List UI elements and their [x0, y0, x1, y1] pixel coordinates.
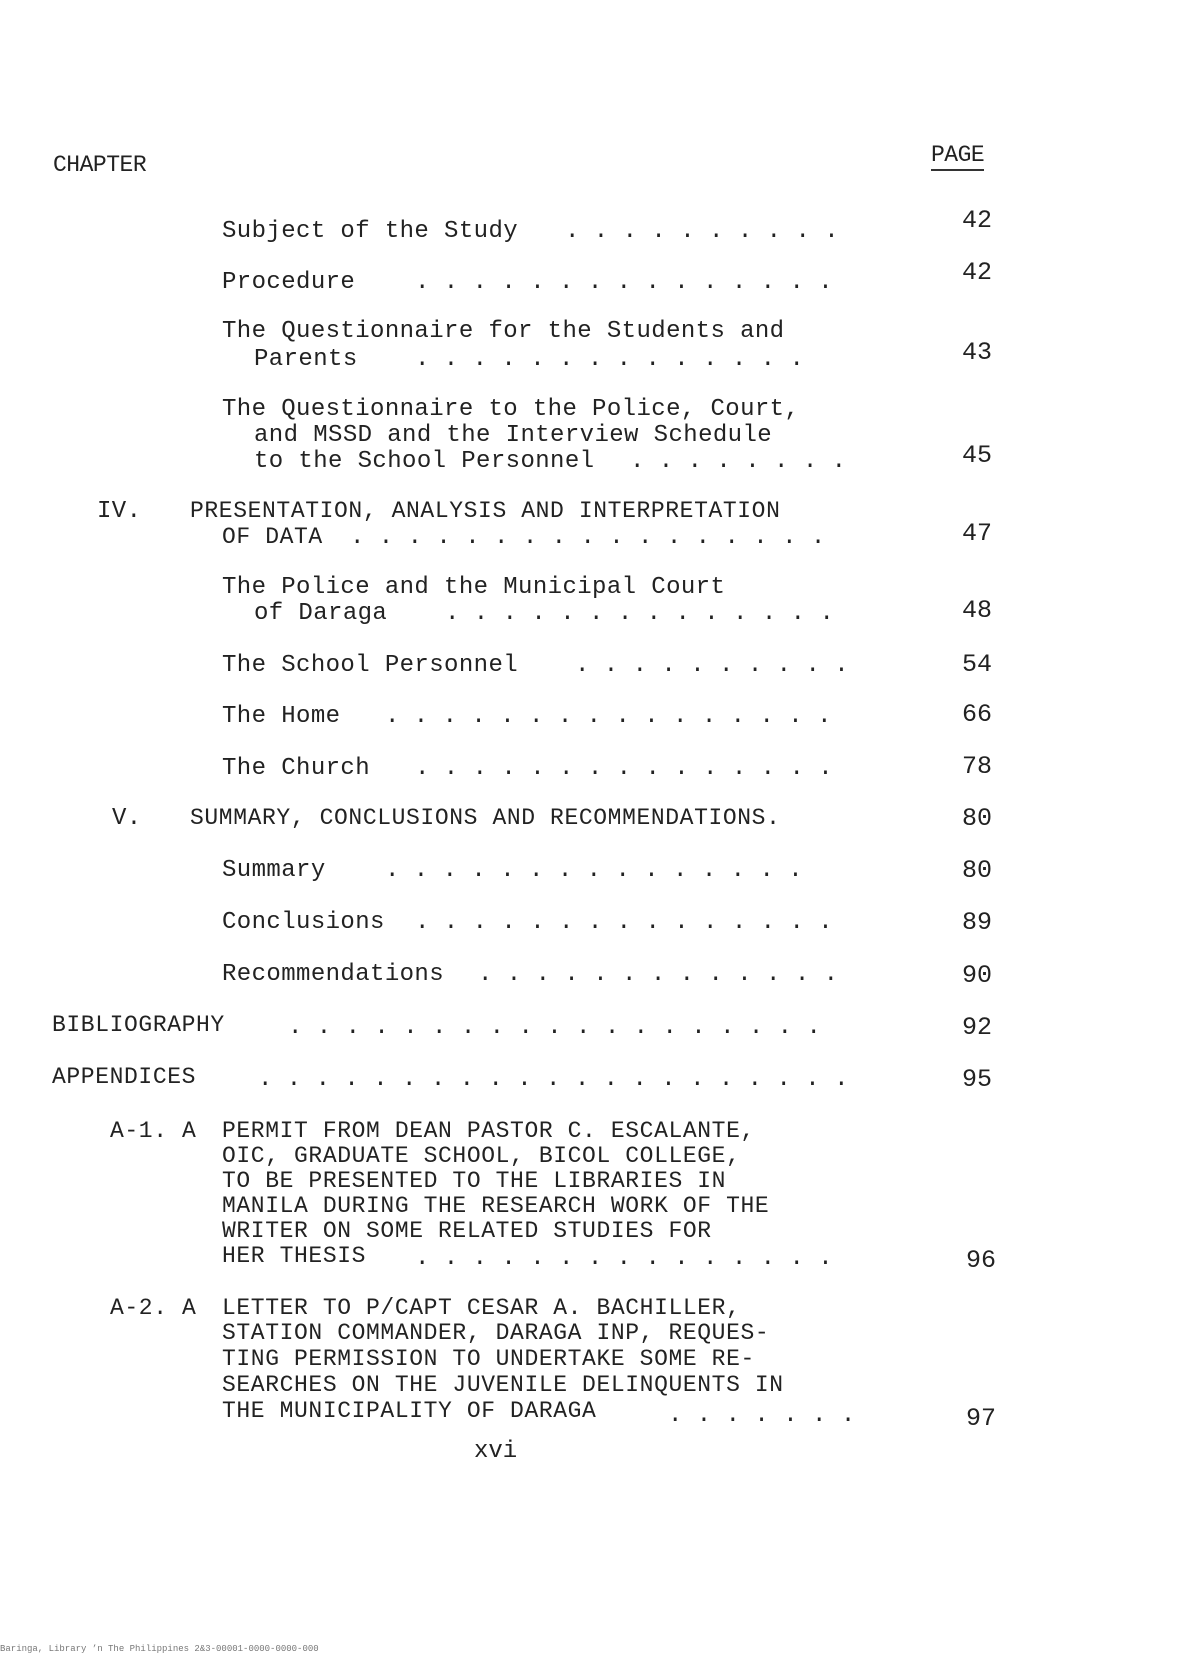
toc-entry-title: Conclusions [222, 909, 385, 936]
toc-entry-title: Recommendations [222, 961, 445, 988]
toc-leader-dots: . . . . . . . . . . . . . . . [385, 857, 803, 884]
page-number: xvi [474, 1438, 518, 1465]
appendix-title-continued: STATION COMMANDER, DARAGA INP, REQUES- [222, 1320, 770, 1346]
section-title: APPENDICES [52, 1064, 197, 1090]
toc-leader-dots: . . . . . . . . . . . . . . . [415, 755, 833, 782]
toc-entry-title: The Home [222, 703, 341, 730]
toc-page-number: 97 [965, 1404, 996, 1433]
chapter-number: IV. [97, 498, 142, 525]
appendix-title: LETTER TO P/CAPT CESAR A. BACHILLER, [222, 1295, 741, 1321]
appendix-number: A-1. A [110, 1118, 197, 1144]
appendix-title-continued: SEARCHES ON THE JUVENILE DELINQUENTS IN [222, 1372, 784, 1398]
toc-leader-dots: . . . . . . . . . . . . . . [415, 346, 804, 373]
toc-page-number: 95 [961, 1065, 992, 1094]
toc-page-number: 92 [961, 1013, 992, 1042]
appendix-title-continued: HER THESIS [222, 1243, 367, 1269]
toc-page-number: 80 [961, 804, 992, 833]
toc-leader-dots: . . . . . . . . . . [565, 218, 839, 245]
toc-leader-dots: . . . . . . . . . . [575, 652, 849, 679]
toc-page-number: 78 [961, 752, 992, 781]
toc-leader-dots: . . . . . . . . . . . . . . . [415, 1245, 833, 1272]
toc-page-number: 89 [961, 908, 992, 937]
toc-page-number: 96 [965, 1246, 996, 1275]
toc-page-number: 42 [961, 258, 992, 287]
appendix-title: PERMIT FROM DEAN PASTOR C. ESCALANTE, [222, 1118, 755, 1144]
toc-page-number: 54 [961, 650, 992, 679]
toc-leader-dots: . . . . . . . [668, 1402, 856, 1429]
toc-entry-title-continued: to the School Personnel [254, 448, 595, 475]
appendix-title-continued: MANILA DURING THE RESEARCH WORK OF THE [222, 1193, 770, 1219]
toc-entry-title-continued: Parents [254, 346, 358, 373]
toc-page-number: 80 [961, 856, 992, 885]
toc-entry-title: The School Personnel [222, 652, 519, 679]
toc-page-number: 42 [961, 206, 992, 235]
toc-leader-dots: . . . . . . . . . . . . . . . [415, 909, 833, 936]
toc-page-number: 47 [961, 519, 992, 548]
chapter-number: V. [112, 805, 142, 832]
toc-page-number: 48 [961, 596, 992, 625]
toc-entry-title-continued: and MSSD and the Interview Schedule [254, 422, 773, 449]
chapter-title: SUMMARY, CONCLUSIONS AND RECOMMENDATIONS. [190, 805, 781, 831]
toc-leader-dots: . . . . . . . . . . . . . . [445, 600, 834, 627]
toc-page-number: 90 [961, 961, 992, 990]
toc-entry-title: Procedure [222, 269, 356, 296]
chapter-column-header: CHAPTER [53, 152, 147, 178]
toc-entry-title: The Police and the Municipal Court [222, 574, 726, 601]
toc-page-number: 45 [961, 441, 992, 470]
toc-leader-dots: . . . . . . . . . . . . . . . . [385, 703, 832, 730]
toc-entry-title: Subject of the Study [222, 218, 519, 245]
appendix-number: A-2. A [110, 1295, 197, 1321]
appendix-title-continued: TO BE PRESENTED TO THE LIBRARIES IN [222, 1168, 727, 1194]
toc-entry-title: The Questionnaire for the Students and [222, 318, 785, 345]
toc-entry-title-continued: of Daraga [254, 600, 388, 627]
chapter-title: PRESENTATION, ANALYSIS AND INTERPRETATION [190, 498, 781, 524]
toc-page-number: 43 [961, 338, 992, 367]
toc-leader-dots: . . . . . . . . [630, 448, 847, 475]
section-title: BIBLIOGRAPHY [52, 1012, 225, 1038]
appendix-title-continued: THE MUNICIPALITY OF DARAGA [222, 1398, 597, 1424]
appendix-title-continued: TING PERMISSION TO UNDERTAKE SOME RE- [222, 1346, 755, 1372]
page-column-header: PAGE [931, 142, 984, 171]
toc-leader-dots: . . . . . . . . . . . . . . . [415, 269, 833, 296]
toc-entry-title: The Questionnaire to the Police, Court, [222, 396, 800, 423]
toc-page-number: 66 [961, 700, 992, 729]
toc-leader-dots: . . . . . . . . . . . . . [478, 961, 839, 988]
toc-leader-dots: . . . . . . . . . . . . . . . . . . . [288, 1014, 821, 1041]
toc-leader-dots: . . . . . . . . . . . . . . . . . [350, 524, 826, 551]
chapter-title-continued: OF DATA [222, 524, 323, 550]
toc-leader-dots: . . . . . . . . . . . . . . . . . . . . . [258, 1066, 849, 1093]
appendix-title-continued: OIC, GRADUATE SCHOOL, BICOL COLLEGE, [222, 1143, 741, 1169]
scan-footer: Baringa, Library ’n The Philippines 2&3-00001-0000-0000-000 [0, 1644, 319, 1654]
toc-entry-title: The Church [222, 755, 371, 782]
appendix-title-continued: WRITER ON SOME RELATED STUDIES FOR [222, 1218, 712, 1244]
toc-entry-title: Summary [222, 857, 326, 884]
